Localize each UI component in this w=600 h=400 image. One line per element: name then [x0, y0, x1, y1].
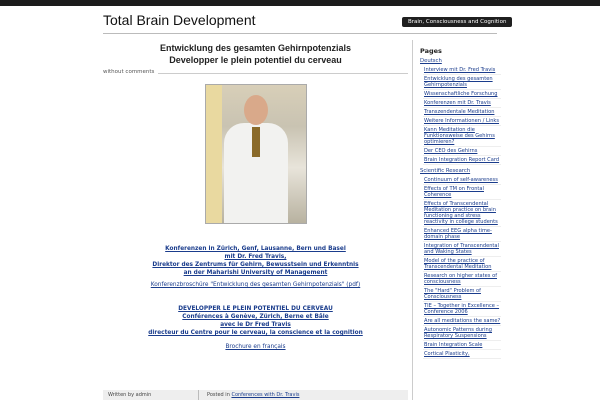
sidebar-item[interactable]: Effects of TM on Frontal Coherence: [423, 185, 501, 200]
main-content: [103, 40, 408, 351]
french-line-1[interactable]: DEVELOPPER LE PLEIN POTENTIEL DU CERVEAU: [178, 306, 333, 312]
comments-row: [103, 69, 408, 77]
german-line-3[interactable]: Direktor des Zentrums für Gehirn, Bewusstsein und Erkenntnis: [152, 262, 359, 268]
sidebar-group-research[interactable]: Scientific Research: [420, 168, 471, 174]
sidebar-item[interactable]: Der CEO des Gehirns: [423, 147, 501, 156]
dr-travis-photo: [205, 84, 307, 224]
photo-shelf: [206, 85, 222, 223]
sidebar-item[interactable]: Brain Integration Scale: [423, 341, 501, 350]
german-line-2[interactable]: mit Dr. Fred Travis,: [224, 254, 287, 260]
german-brochure: [103, 281, 408, 289]
sidebar-item[interactable]: Transzendentale Meditation: [423, 108, 501, 117]
sidebar-item[interactable]: Cortical Plasticity,: [423, 350, 501, 359]
sidebar-item[interactable]: Effects of Transcendental Meditation practice on brain functioning and stress reactivity in college students: [423, 200, 501, 227]
comments-divider: [158, 73, 408, 74]
french-brochure-link[interactable]: Brochure en français: [225, 344, 286, 350]
french-line-4[interactable]: directeur du Centre pour le cerveau, la conscience et la cognition: [148, 330, 363, 336]
french-brochure: [103, 343, 408, 351]
sidebar-item[interactable]: Entwicklung des gesamten Gehirnpotenzials: [423, 75, 501, 90]
german-line-4[interactable]: an der Maharishi University of Management: [183, 270, 328, 276]
sidebar-item[interactable]: Kann Meditation die Funktionsweise des Gehirns optimieren?: [423, 126, 501, 147]
sidebar-item[interactable]: Are all meditations the same?: [424, 318, 501, 324]
post-category-link[interactable]: Conferences with Dr. Travis: [231, 392, 300, 398]
sidebar-item[interactable]: Weitere Informationen / Links: [424, 118, 500, 124]
site-title[interactable]: Total Brain Development: [103, 12, 256, 28]
german-conference-block: [103, 245, 408, 277]
posted-in-label: Posted in: [207, 392, 230, 398]
sidebar-group-deutsch[interactable]: Deutsch: [420, 58, 442, 64]
post-title[interactable]: [103, 42, 408, 66]
post-title-line-1[interactable]: Entwicklung des gesamten Gehirnpotenzials: [159, 43, 352, 53]
photo-tie: [252, 127, 260, 157]
sidebar-item[interactable]: Integration of Transcendental and Waking States: [423, 242, 501, 257]
french-line-3[interactable]: avec le Dr Fred Travis: [220, 322, 291, 328]
photo-head: [244, 95, 268, 125]
post-author: Written by admin: [108, 392, 152, 398]
sidebar-item[interactable]: Konferenzen mit Dr. Travis: [423, 99, 501, 108]
sidebar-item[interactable]: Autonomic Patterns during Respiratory Suspensions: [423, 326, 501, 341]
top-bar: [0, 0, 600, 6]
header-divider: [103, 33, 497, 34]
sidebar-pages-title: Pages: [420, 47, 442, 55]
french-line-2[interactable]: Conférences à Genève, Zürich, Berne et Bâle: [182, 314, 329, 320]
meta-divider: [198, 390, 199, 400]
tagline-badge: Brain, Consciousness and Cognition: [402, 17, 512, 27]
sidebar-item[interactable]: Enhanced EEG alpha time-domain phase: [423, 227, 501, 242]
comments-link[interactable]: without comments: [103, 69, 155, 75]
sidebar-item[interactable]: Model of the practice of Transcendental Meditation: [423, 257, 501, 272]
sidebar-research-list: [423, 176, 501, 359]
sidebar-item[interactable]: Brain Integration Report Card: [424, 157, 500, 163]
sidebar-deutsch-list: [423, 66, 501, 165]
post-category-row: [207, 392, 299, 398]
german-brochure-link[interactable]: Konferenzbroschüre "Entwicklung des gesamten Gehirnpotenzials" (pdf): [150, 282, 361, 288]
post-meta: [103, 390, 408, 400]
sidebar-item[interactable]: Continuum of self-awareness: [423, 176, 501, 185]
sidebar-item[interactable]: Wissenschaftliche Forschung: [423, 90, 501, 99]
french-conference-block: [103, 305, 408, 337]
german-line-1[interactable]: Konferenzen in Zürich, Genf, Lausanne, Bern und Basel: [165, 246, 346, 252]
post-title-line-2[interactable]: Developper le plein potentiel du cerveau: [169, 55, 342, 65]
sidebar-item[interactable]: TIE – Together in Excellence – Conference 2006: [424, 303, 500, 315]
sidebar-item[interactable]: The "Hard" Problem of Consciousness: [423, 287, 501, 302]
sidebar-item[interactable]: Research on higher states of consciousness: [423, 272, 501, 287]
sidebar: [412, 40, 501, 400]
sidebar-item[interactable]: Interview mit Dr. Fred Travis: [423, 66, 501, 75]
